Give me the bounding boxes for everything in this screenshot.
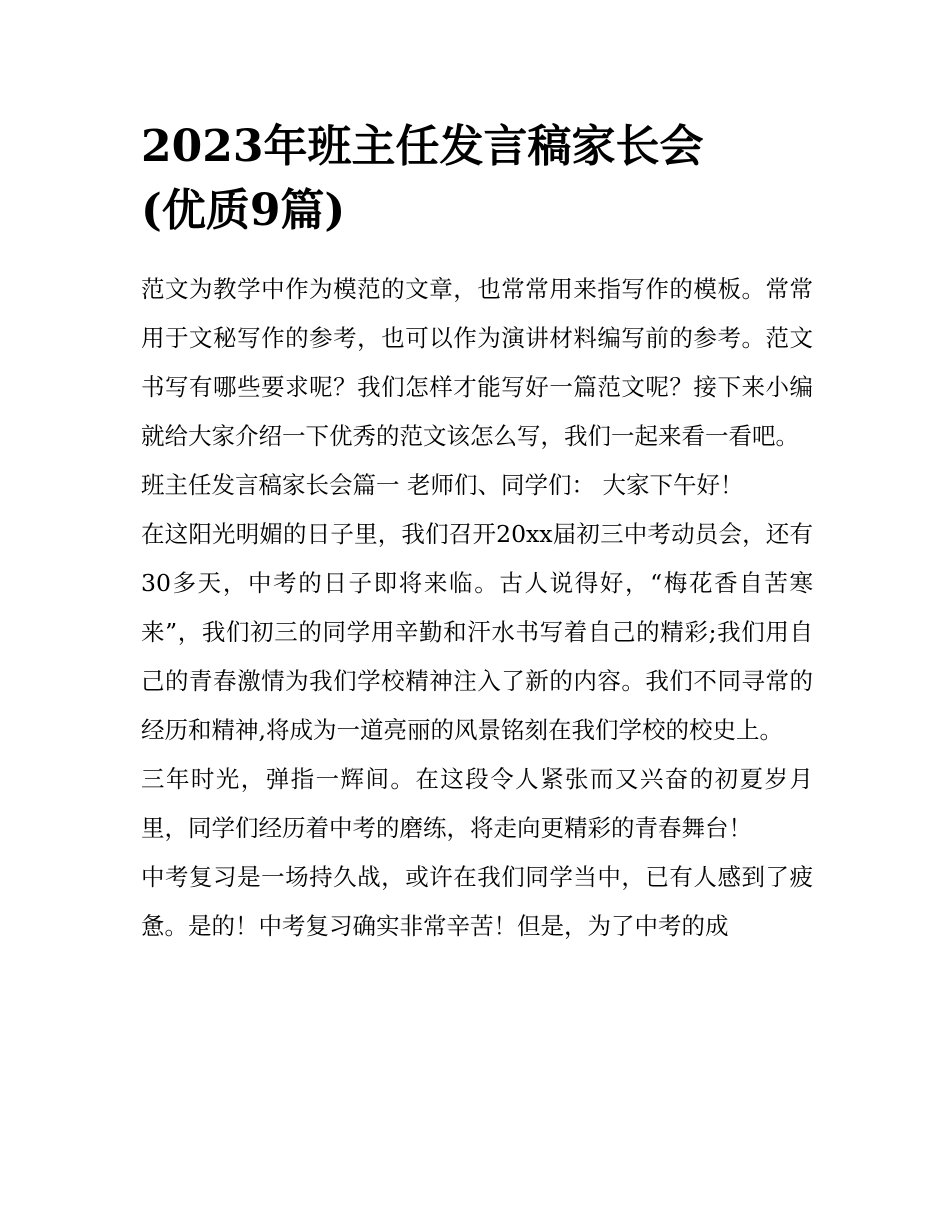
title-line-1: 2023年班主任发言稿家长会	[141, 121, 704, 172]
title-line-2: (优质9篇)	[141, 185, 346, 236]
paragraph-intro: 范文为教学中作为模范的文章，也常常用来指写作的模板。常常用于文秘写作的参考，也可以作为演讲材料编写前的参考。范文书写有哪些要求呢？我们怎样才能写好一篇范文呢？接下来小编就给大家介绍一下优秀的范文该怎么写，我们一起来看一看吧。	[141, 275, 813, 450]
paragraph-greeting: 班主任发言稿家长会篇一 老师们、同学们： 大家下午好！	[141, 471, 744, 499]
paragraph-three-years: 三年时光，弹指一辉间。在这段令人紧张而又兴奋的初夏岁月里，同学们经历着中考的磨练，将走向更精彩的青春舞台！	[141, 765, 813, 842]
paragraph-review: 中考复习是一场持久战，或许在我们同学当中，已有人感到了疲惫。是的！中考复习确实非常辛苦！但是，为了中考的成	[141, 863, 813, 940]
paragraph-mobilization: 在这阳光明媚的日子里，我们召开20xx届初三中考动员会，还有30多天，中考的日子即将来临。古人说得好，“梅花香自苦寒来”，我们初三的同学用辛勤和汗水书写着自己的精彩;我们用自己的青春激情为我们学校精神注入了新的内容。我们不同寻常的经历和精神,将成为一道亮丽的风景铭刻在我们学校的校史上。	[141, 520, 813, 744]
document-page	[141, 115, 813, 951]
document-title	[141, 115, 813, 243]
document-body	[141, 265, 813, 951]
